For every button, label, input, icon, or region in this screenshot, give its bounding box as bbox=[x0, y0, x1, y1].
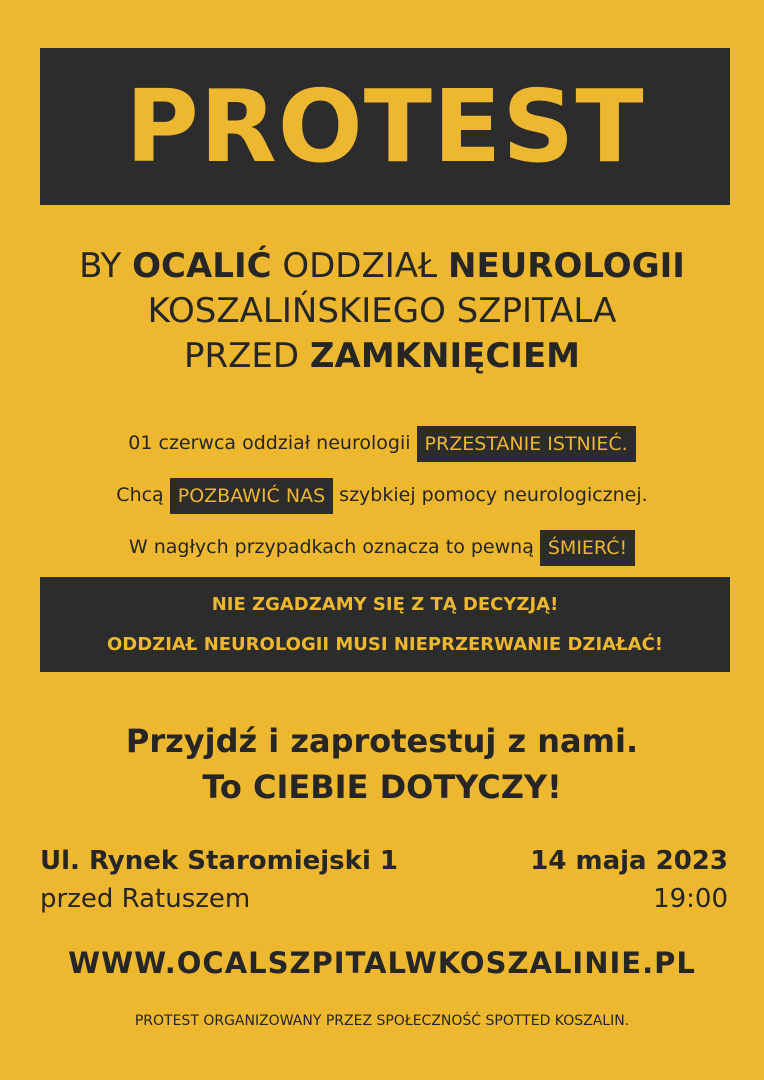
body-text-span: Chcą bbox=[116, 484, 170, 506]
body-line-1 bbox=[0, 422, 764, 474]
cta-line-2: To CIEBIE DOTYCZY! bbox=[202, 768, 562, 806]
headline-line-3 bbox=[0, 334, 764, 379]
headline-line-2: KOSZALIŃSKIEGO SZPITALA bbox=[147, 291, 617, 331]
event-date: 14 maja 2023 bbox=[530, 846, 728, 876]
website-url: WWW.OCALSZPITALWKOSZALINIE.PL bbox=[68, 946, 696, 980]
highlight-tag: POZBAWIĆ NAS bbox=[170, 478, 333, 514]
body-line-3 bbox=[0, 526, 764, 578]
cta-line-1: Przyjdź i zaprotestuj z nami. bbox=[125, 722, 639, 760]
headline-emphasis: OCALIĆ bbox=[132, 246, 272, 286]
body-text bbox=[0, 422, 764, 578]
location-street: Ul. Rynek Staromiejski 1 bbox=[40, 846, 398, 876]
highlight-tag: PRZESTANIE ISTNIEĆ. bbox=[417, 426, 636, 462]
headline-text: BY bbox=[79, 246, 133, 286]
call-to-action bbox=[0, 718, 764, 810]
location-place: przed Ratuszem bbox=[40, 884, 251, 914]
banner-title: PROTEST bbox=[125, 68, 645, 185]
protest-banner bbox=[40, 48, 730, 205]
event-time: 19:00 bbox=[653, 884, 728, 914]
body-line-2 bbox=[0, 474, 764, 526]
statement-line-1: NIE ZGADZAMY SIĘ Z TĄ DECYZJĄ! bbox=[211, 593, 559, 615]
headline bbox=[0, 244, 764, 379]
headline-emphasis: ZAMKNIĘCIEM bbox=[309, 336, 581, 376]
location bbox=[40, 842, 398, 918]
headline-text: PRZED bbox=[183, 336, 310, 376]
headline-emphasis: NEUROLOGII bbox=[447, 246, 685, 286]
highlight-tag: ŚMIERĆ! bbox=[540, 530, 635, 566]
body-text-span: szybkiej pomocy neurologicznej. bbox=[339, 484, 648, 506]
organizer-footer: PROTEST ORGANIZOWANY PRZEZ SPOŁECZNOŚĆ SPOTTED KOSZALIN. bbox=[134, 1013, 630, 1029]
headline-text: ODDZIAŁ bbox=[271, 246, 448, 286]
date-time bbox=[530, 842, 728, 918]
statement-box bbox=[40, 577, 730, 672]
statement-line-2: ODDZIAŁ NEUROLOGII MUSI NIEPRZERWANIE DZIAŁAĆ! bbox=[107, 633, 663, 655]
headline-line-1 bbox=[0, 244, 764, 289]
body-text-span: W nagłych przypadkach oznacza to pewną bbox=[128, 536, 540, 558]
body-text-span: 01 czerwca oddział neurologii bbox=[128, 432, 417, 454]
